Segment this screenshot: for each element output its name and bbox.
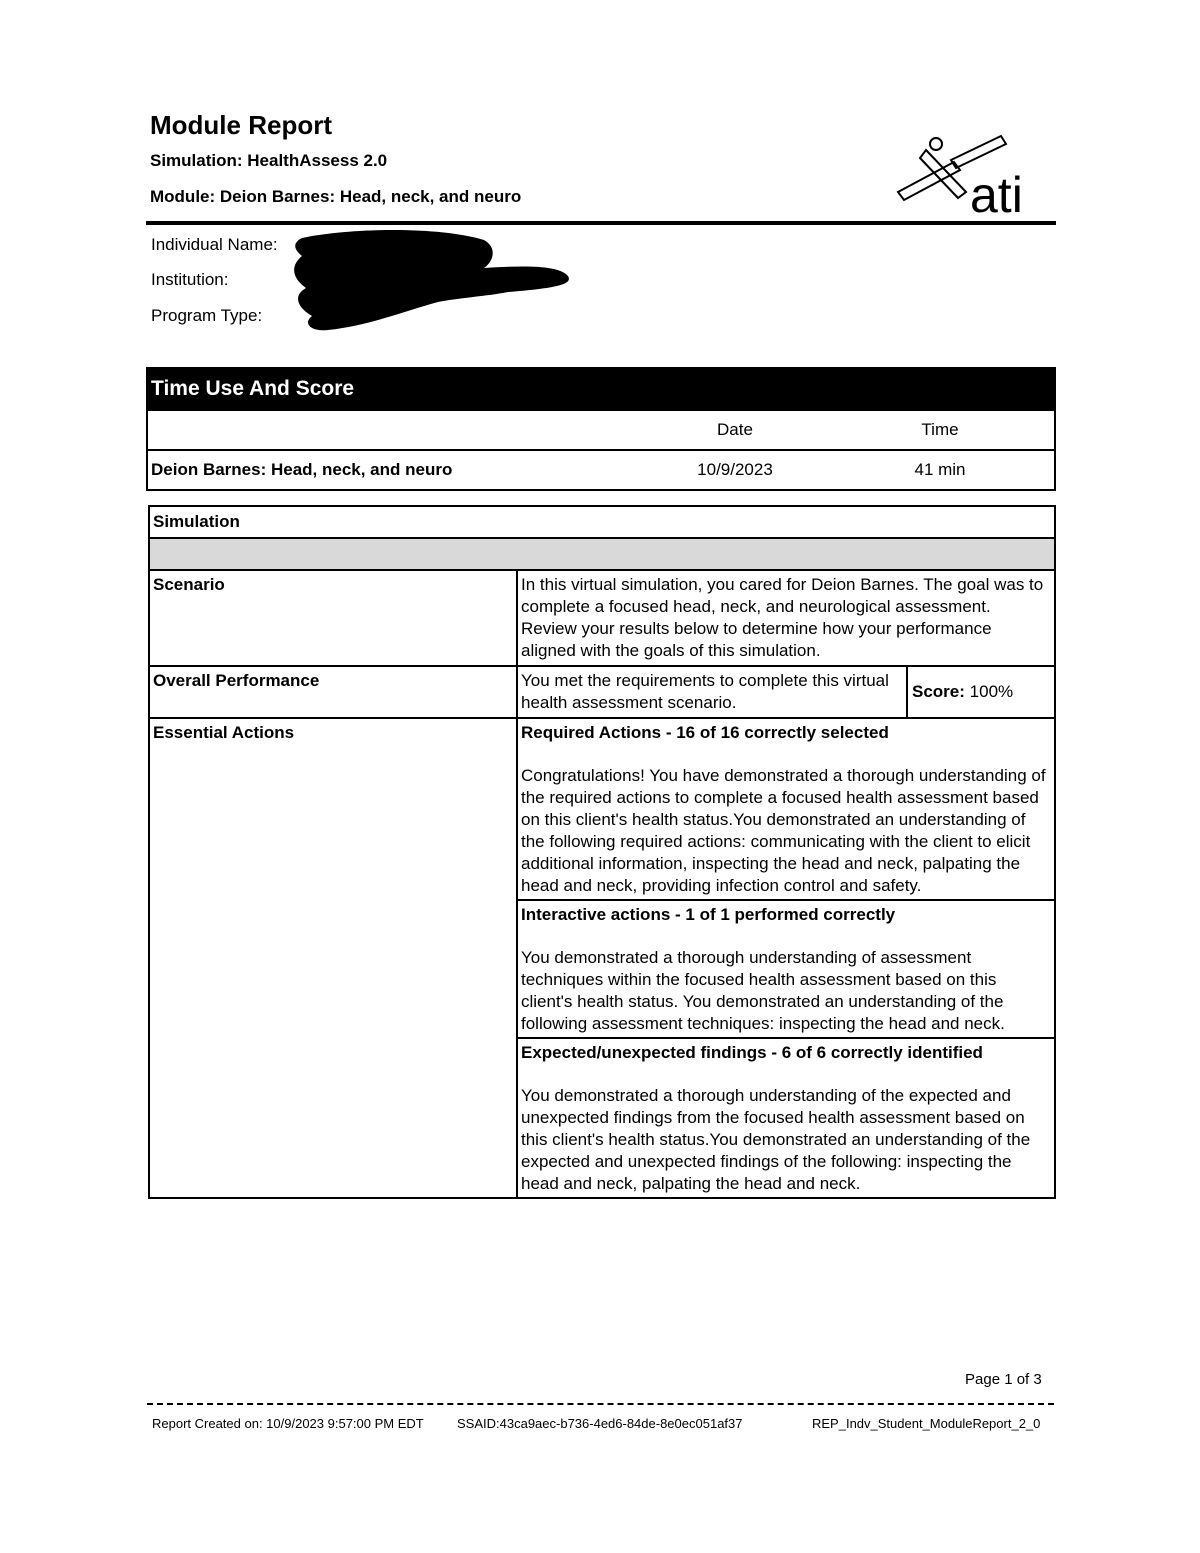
time-use-score-table [146,367,1056,491]
simulation-gray-band [150,539,1054,571]
ati-logo [896,130,1046,220]
ssaid: SSAID:43ca9aec-b736-4ed6-84de-8e0ec051af37 [457,1416,743,1431]
program-type-label: Program Type: [151,306,263,325]
findings-text: You demonstrated a thorough understanding of the expected and unexpected findings from the focused health assessment based on this client's health status.You demonstrated an understanding of the expected and unexpected findings of the following: inspecting the head and neck, palpating the head and neck. [521,1086,1031,1193]
page-title: Module Report [150,110,332,140]
overall-performance-row [150,667,1054,719]
overall-performance-label: Overall Performance [150,667,518,717]
date-cell: 10/9/2023 [697,460,773,479]
column-header-time: Time [921,420,959,439]
interactive-actions-heading: Interactive actions - 1 of 1 performed correctly [521,905,896,924]
score-value: 100% [969,682,1014,701]
table-row [148,449,1054,489]
report-created: Report Created on: 10/9/2023 9:57:00 PM EDT [152,1416,424,1431]
time-cell: 41 min [914,460,966,479]
interactive-actions-text: You demonstrated a thorough understanding of assessment techniques within the focused health assessment based on this client's health status. You demonstrated an understanding of the following assessment techniques: inspecting the head and neck. [521,948,1005,1033]
report-id: REP_Indv_Student_ModuleReport_2_0 [812,1416,1041,1431]
module-name-cell: Deion Barnes: Head, neck, and neuro [151,460,453,479]
module-line: Module: Deion Barnes: Head, neck, and neuro [150,187,522,206]
logo-text: ati [970,167,1023,220]
time-use-header-row [148,409,1054,449]
scenario-row [150,571,1054,667]
redaction-mark [288,226,578,338]
simulation-line: Simulation: HealthAssess 2.0 [150,151,388,170]
required-actions-heading: Required Actions - 16 of 16 correctly selected [521,723,889,742]
score-label: Score: [912,682,965,701]
required-actions-block [518,719,1054,901]
individual-name-label: Individual Name: [151,235,278,254]
header-divider [146,221,1056,225]
interactive-actions-block [518,901,1054,1039]
time-use-score-title: Time Use And Score [148,369,1054,409]
findings-heading: Expected/unexpected findings - 6 of 6 correctly identified [521,1043,983,1062]
scenario-label: Scenario [150,571,518,665]
footer-divider [147,1403,1054,1405]
simulation-heading: Simulation [150,507,1054,539]
page-number: Page 1 of 3 [965,1371,1042,1388]
essential-actions-row [150,719,1054,1197]
overall-performance-text: You met the requirements to complete this virtual health assessment scenario. [518,667,908,717]
simulation-table [148,505,1056,1199]
scenario-text: In this virtual simulation, you cared for Deion Barnes. The goal was to complete a focused head, neck, and neurological assessment. Review your results below to determine how your performance aligned with the goals of this simulation. [521,575,1044,660]
essential-actions-label: Essential Actions [150,719,518,1197]
column-header-date: Date [717,420,753,439]
required-actions-text: Congratulations! You have demonstrated a thorough understanding of the required actions to complete a focused health assessment based on this client's health status.You demonstrated an understanding of the following required actions: communicating with the client to elicit additional information, inspecting the head and neck, palpating the head and neck, providing infection control and safety. [521,766,1046,895]
institution-label: Institution: [151,270,229,289]
findings-block [518,1039,1054,1197]
score-cell [908,667,1054,717]
